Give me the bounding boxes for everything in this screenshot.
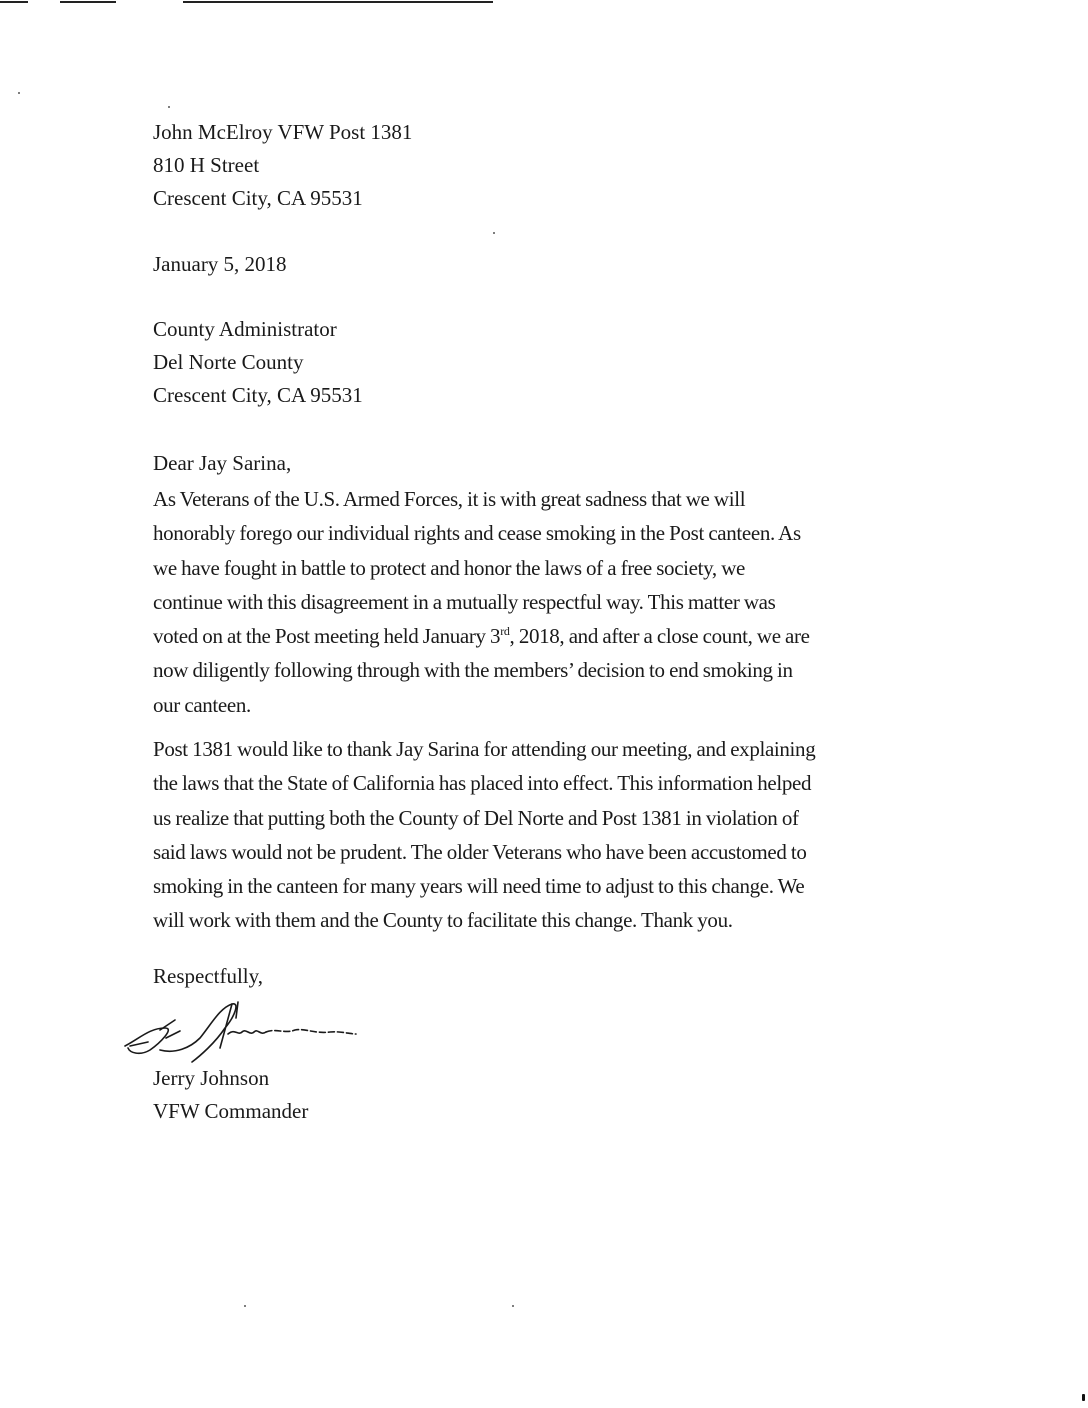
body-paragraph-1 [153,482,1003,722]
body-paragraph-2 [153,732,1003,938]
closing-text: Respectfully, [153,964,264,988]
paragraph-line: us realize that putting both the County of Del Norte and Post 1381 in violation of [153,805,799,830]
scan-artifact-line [0,1,28,3]
scan-artifact-line [183,1,493,3]
scan-speck [512,1305,514,1307]
recipient-line: County Administrator [153,317,337,341]
closing [153,960,263,993]
paragraph-line: smoking in the canteen for many years will need time to adjust to this change. We [153,874,805,899]
ordinal-suffix: rd [500,624,510,639]
scan-speck [168,106,170,108]
scan-speck [244,1305,246,1307]
scan-speck [493,232,495,234]
paragraph-line: will work with them and the County to facilitate this change. Thank you. [153,908,733,933]
signature-block [153,1062,308,1128]
scan-speck [18,92,20,94]
sender-address [153,116,412,215]
paragraph-line: we have fought in battle to protect and honor the laws of a free society, we [153,555,745,580]
paragraph-line [153,619,1003,653]
sender-line: 810 H Street [153,153,260,177]
paragraph-line: our canteen. [153,692,251,717]
salutation-text: Dear Jay Sarina, [153,451,292,475]
paragraph-line: the laws that the State of California has placed into effect. This information helped [153,771,812,796]
paragraph-line: As Veterans of the U.S. Armed Forces, it is with great sadness that we will [153,487,746,511]
scan-speck [1082,1394,1085,1401]
letter-date [153,248,287,281]
recipient-address [153,313,363,412]
paragraph-line: said laws would not be prudent. The older Veterans who have been accustomed to [153,839,807,864]
paragraph-line: Post 1381 would like to thank Jay Sarina for attending our meeting, and explaining [153,737,816,761]
signer-name: Jerry Johnson [153,1066,270,1090]
scan-artifact-line [60,1,116,3]
signer-title: VFW Commander [153,1099,309,1123]
recipient-line: Crescent City, CA 95531 [153,383,363,407]
paragraph-line: now diligently following through with the members’ decision to end smoking in [153,658,793,683]
recipient-line: Del Norte County [153,350,304,374]
paragraph-line: continue with this disagreement in a mutually respectful way. This matter was [153,589,776,614]
sender-line: Crescent City, CA 95531 [153,186,363,210]
date-text: January 5, 2018 [153,252,287,276]
salutation [153,447,291,480]
handwritten-signature-icon [120,998,360,1070]
paragraph-text: , 2018, and after a close count, we are [509,624,810,649]
paragraph-text: voted on at the Post meeting held January 3 [153,624,501,649]
sender-line: John McElroy VFW Post 1381 [153,120,413,144]
paragraph-line: honorably forego our individual rights and cease smoking in the Post canteen. As [153,521,801,546]
